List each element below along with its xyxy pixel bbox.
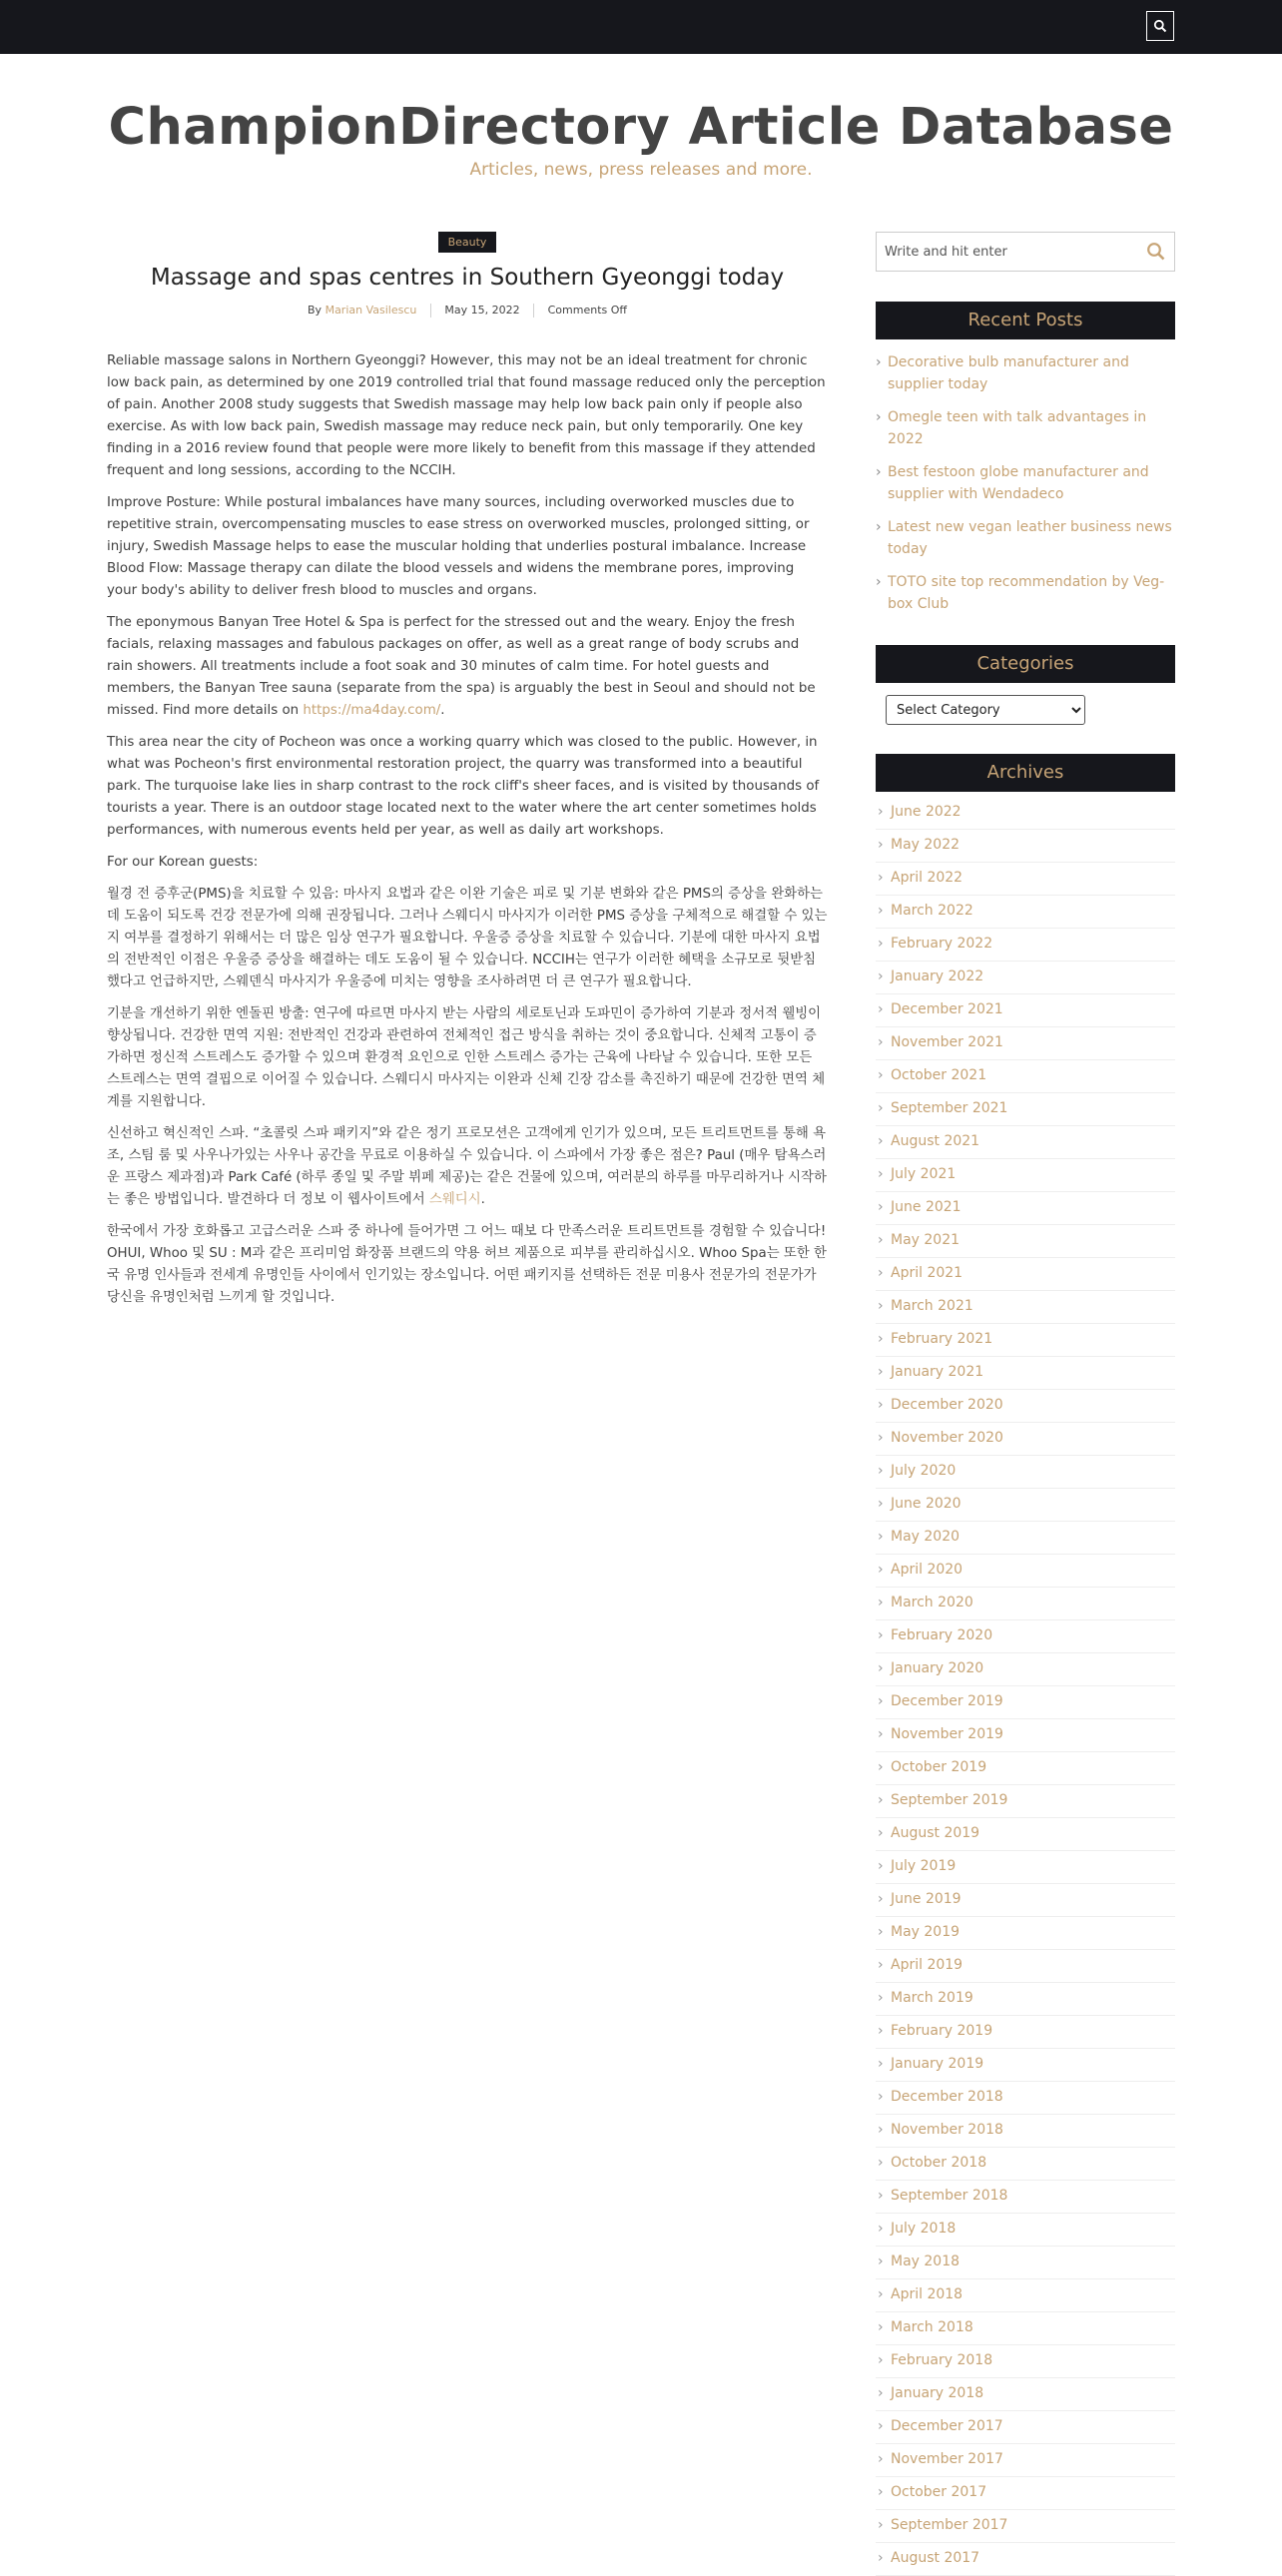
meta-divider — [430, 304, 431, 318]
recent-post-link[interactable]: › Decorative bulb manufacturer and supplier today — [876, 351, 1175, 395]
author-link[interactable]: Marian Vasilescu — [324, 304, 417, 317]
category-select[interactable] — [886, 695, 1085, 725]
archive-link[interactable]: › January 2020 — [876, 1653, 1175, 1686]
archive-link[interactable]: › December 2020 — [876, 1390, 1175, 1423]
search-icon — [1153, 19, 1167, 33]
archives-title: Archives — [876, 754, 1175, 792]
paragraph: Reliable massage salons in Northern Gyeonggi? However, this may not be an ideal treatment for chronic low back pain, as determined by one 2019 controlled trial that found massage reduced only the perception of pain. Another 2008 study suggests that Swedish massage may help low back pain only if people also exercise. As with low back pain, Swedish massage may reduce neck pain, but only temporarily. One key finding in a 2016 review found that people were more likely to benefit from this massage if they attended frequent and long sessions, according to the NCCIH. — [107, 353, 826, 478]
site-title[interactable]: ChampionDirectory Article Database — [108, 98, 1174, 157]
archive-link[interactable]: › October 2017 — [876, 2477, 1175, 2510]
archive-link[interactable]: › November 2018 — [876, 2115, 1175, 2148]
paragraph: 신선하고 혁신적인 스파. “초콜릿 스파 패키지”와 같은 정기 프로모션은 고객에게 인기가 있으며, 모든 트리트먼트를 통해 욕조, 스팀 룸 및 사우나가있는 사우나 공간을 무료로 이용하실 수 있습니다. 이 스파에서 가장 좋은 점은? Paul (매우 탐욕스러운 프랑스 제과점)과 Park Café (하루 종일 및 주말 뷔페 제공)는 같은 건물에 있으며, 여러분의 하루를 마무리하거나 시작하는 좋은 방법입니다. 발견하다 더 정보 이 웹사이트에서 스웨디시. — [107, 1126, 827, 1207]
site-tagline: Articles, news, press releases and more. — [469, 160, 813, 180]
search-input[interactable] — [877, 233, 1136, 271]
sidebar — [876, 232, 1175, 2576]
archive-link[interactable]: › August 2021 — [876, 1126, 1175, 1159]
archive-link[interactable]: › January 2019 — [876, 2049, 1175, 2082]
archive-link[interactable]: › February 2020 — [876, 1620, 1175, 1653]
paragraph: 한국에서 가장 호화롭고 고급스러운 스파 중 하나에 들어가면 그 어느 때보 다 만족스러운 트리트먼트를 경험할 수 있습니다! OHUI, Whoo 및 SU : M과 같은 프리미엄 화장품 브랜드의 약용 허브 제품으로 피부를 관리하십시오. Whoo Spa는 또한 한국 유명 인사들과 전세계 유명인들 사이에서 인기있는 장소입니다. 어떤 패키지를 선택하든 전문 미용사 전문가의 전문가가 당신을 유명인처럼 느끼게 할 것입니다. — [107, 1224, 827, 1305]
archives-list — [876, 797, 1175, 2576]
archive-link[interactable]: › June 2022 — [876, 797, 1175, 830]
main-content — [107, 232, 828, 1319]
recent-post-link[interactable]: › TOTO site top recommendation by Veg-box Club — [876, 571, 1175, 615]
comments-status: Comments Off — [547, 304, 627, 317]
archive-link[interactable]: › June 2020 — [876, 1489, 1175, 1522]
archive-link[interactable]: › January 2021 — [876, 1357, 1175, 1390]
category-badge[interactable]: Beauty — [438, 232, 496, 253]
archive-link[interactable]: › February 2018 — [876, 2345, 1175, 2378]
archive-link[interactable]: › November 2017 — [876, 2444, 1175, 2477]
archive-link[interactable]: › October 2021 — [876, 1060, 1175, 1093]
recent-posts-title: Recent Posts — [876, 302, 1175, 339]
archive-link[interactable]: › December 2017 — [876, 2411, 1175, 2444]
recent-post-link[interactable]: › Best festoon globe manufacturer and supplier with Wendadeco — [876, 461, 1175, 505]
archive-link[interactable]: › April 2020 — [876, 1555, 1175, 1588]
archive-link[interactable]: › May 2022 — [876, 830, 1175, 863]
archive-link[interactable]: › September 2018 — [876, 2181, 1175, 2214]
ma4day-link[interactable]: https://ma4day.com/ — [303, 703, 441, 718]
paragraph: Improve Posture: While postural imbalances have many sources, including overworked muscles due to repetitive strain, overcompensating muscles to ease stress on overworked muscles, prolonged sitting, or injury, Swedish Massage helps to ease the muscular holding that underlies postural imbalance. Increase Blood Flow: Massage therapy can dilate the blood vessels and widens the membrane pores, improving your body's ability to deliver fresh blood to muscles and organs. — [107, 495, 810, 598]
paragraph: 기분을 개선하기 위한 엔돌핀 방출: 연구에 따르면 마사지 받는 사람의 세로토닌과 도파민이 증가하여 기분과 정서적 웰빙이 향상됩니다. 건강한 면역 지원: 전반적인 건강과 관련하여 전체적인 접근 방식을 취하는 것이 중요합니다. 신체적 고통이 증가하면 정신적 스트레스도 증가할 수 있으며 환경적 요인으로 인한 스트레스 증가는 근육에 나타날 수 있습니다. 또한 모든 스트레스는 면역 결핍으로 이어질 수 있습니다. 스웨디시 마사지는 이완과 신체 긴장 감소를 촉진하기 때문에 건강한 면역 체계를 지원합니다. — [107, 1006, 826, 1109]
archive-link[interactable]: › July 2021 — [876, 1159, 1175, 1192]
paragraph: 월경 전 증후군(PMS)을 치료할 수 있음: 마사지 요법과 같은 이완 기술은 피로 및 기분 변화와 같은 PMS의 증상을 완화하는 데 도움이 되도록 건강 전문가에 의해 권장됩니다. 그러나 스웨디시 마사지가 이러한 PMS 증상을 구체적으로 해결할 수 있는지 여부를 결정하기 위해서는 더 많은 임상 연구가 필요합니다. 우울증 증상을 치료할 수 있습니다. 기분에 대한 마사지 요법의 전반적인 이점은 우울증 증상을 해결하는 데도 도움이 될 수 있습니다. NCCIH는 연구가 이러한 혜택을 소규모로 뒷받침했다고 언급하지만, 스웨덴식 마사지가 우울증에 미치는 영향을 조사하려면 더 큰 연구가 필요합니다. — [107, 887, 828, 989]
header-search-button[interactable] — [1146, 11, 1174, 41]
archive-link[interactable]: › February 2021 — [876, 1324, 1175, 1357]
archive-link[interactable]: › May 2020 — [876, 1522, 1175, 1555]
post-meta — [107, 304, 828, 318]
search-icon[interactable] — [1146, 242, 1166, 262]
meta-by-label: By — [308, 304, 322, 317]
sidebar-search — [876, 232, 1175, 272]
archive-link[interactable]: › May 2021 — [876, 1225, 1175, 1258]
archive-link[interactable]: › April 2022 — [876, 863, 1175, 896]
archive-link[interactable]: › July 2019 — [876, 1851, 1175, 1884]
archive-link[interactable]: › May 2019 — [876, 1917, 1175, 1950]
archive-link[interactable]: › January 2022 — [876, 962, 1175, 994]
paragraph: The eponymous Banyan Tree Hotel & Spa is perfect for the stressed out and the weary. Enjoy the fresh facials, relaxing massages and fabulous packages on offer, as well as a great range of body scrubs and rain showers. All treatments include a foot soak and 30 minutes of calm time. For hotel guests and members, the Banyan Tree sauna (separate from the spa) is arguably the best in Seoul and should not be missed. Find more details on https://ma4day.com/. — [107, 615, 816, 718]
recent-posts-list — [876, 351, 1175, 615]
top-bar — [0, 0, 1282, 54]
archive-link[interactable]: › August 2019 — [876, 1818, 1175, 1851]
archive-link[interactable]: › March 2020 — [876, 1588, 1175, 1620]
archive-link[interactable]: › November 2019 — [876, 1719, 1175, 1752]
paragraph: For our Korean guests: — [107, 855, 259, 870]
paragraph: This area near the city of Pocheon was once a working quarry which was closed to the public. However, in what was Pocheon's first environmental restoration project, the quarry was transformed into a beautiful park. The turquoise lake lies in sharp contrast to the rock cliff's sheer faces, and is visited by thousands of tourists a year. There is an outdoor stage located next to the water where the art center sometimes holds performances, with numerous events held per year, as well as daily art workshops. — [107, 735, 820, 838]
archive-link[interactable]: › September 2017 — [876, 2510, 1175, 2543]
archive-link[interactable]: › March 2019 — [876, 1983, 1175, 2016]
archive-link[interactable]: › February 2019 — [876, 2016, 1175, 2049]
post-date: May 15, 2022 — [444, 304, 520, 317]
archive-link[interactable]: › July 2018 — [876, 2214, 1175, 2247]
meta-divider — [533, 304, 534, 318]
archive-link[interactable]: › February 2022 — [876, 929, 1175, 962]
archive-link[interactable]: › April 2021 — [876, 1258, 1175, 1291]
archive-link[interactable]: › November 2021 — [876, 1027, 1175, 1060]
archive-link[interactable]: › July 2020 — [876, 1456, 1175, 1489]
archive-link[interactable]: › April 2018 — [876, 2279, 1175, 2312]
archive-link[interactable]: › March 2018 — [876, 2312, 1175, 2345]
archive-link[interactable]: › June 2021 — [876, 1192, 1175, 1225]
archive-link[interactable]: › May 2018 — [876, 2247, 1175, 2279]
post-body — [107, 350, 828, 1309]
archive-link[interactable]: › October 2019 — [876, 1752, 1175, 1785]
archive-link[interactable]: › December 2021 — [876, 994, 1175, 1027]
post-title: Massage and spas centres in Southern Gyeonggi today — [150, 265, 785, 291]
archive-link[interactable]: › June 2019 — [876, 1884, 1175, 1917]
recent-post-link[interactable]: › Latest new vegan leather business news today — [876, 516, 1175, 560]
recent-post-link[interactable]: › Omegle teen with talk advantages in 2022 — [876, 406, 1175, 450]
archive-link[interactable]: › March 2022 — [876, 896, 1175, 929]
archive-link[interactable]: › April 2019 — [876, 1950, 1175, 1983]
categories-title: Categories — [876, 645, 1175, 683]
archive-link[interactable]: › March 2021 — [876, 1291, 1175, 1324]
archive-link[interactable]: › September 2021 — [876, 1093, 1175, 1126]
archive-link[interactable]: › September 2019 — [876, 1785, 1175, 1818]
archive-link[interactable]: › January 2018 — [876, 2378, 1175, 2411]
archive-link[interactable]: › December 2019 — [876, 1686, 1175, 1719]
archive-link[interactable]: › November 2020 — [876, 1423, 1175, 1456]
archive-link[interactable]: › August 2017 — [876, 2543, 1175, 2576]
archive-link[interactable]: › October 2018 — [876, 2148, 1175, 2181]
archive-link[interactable]: › December 2018 — [876, 2082, 1175, 2115]
swedish-massage-link[interactable]: 스웨디시 — [428, 1192, 481, 1207]
